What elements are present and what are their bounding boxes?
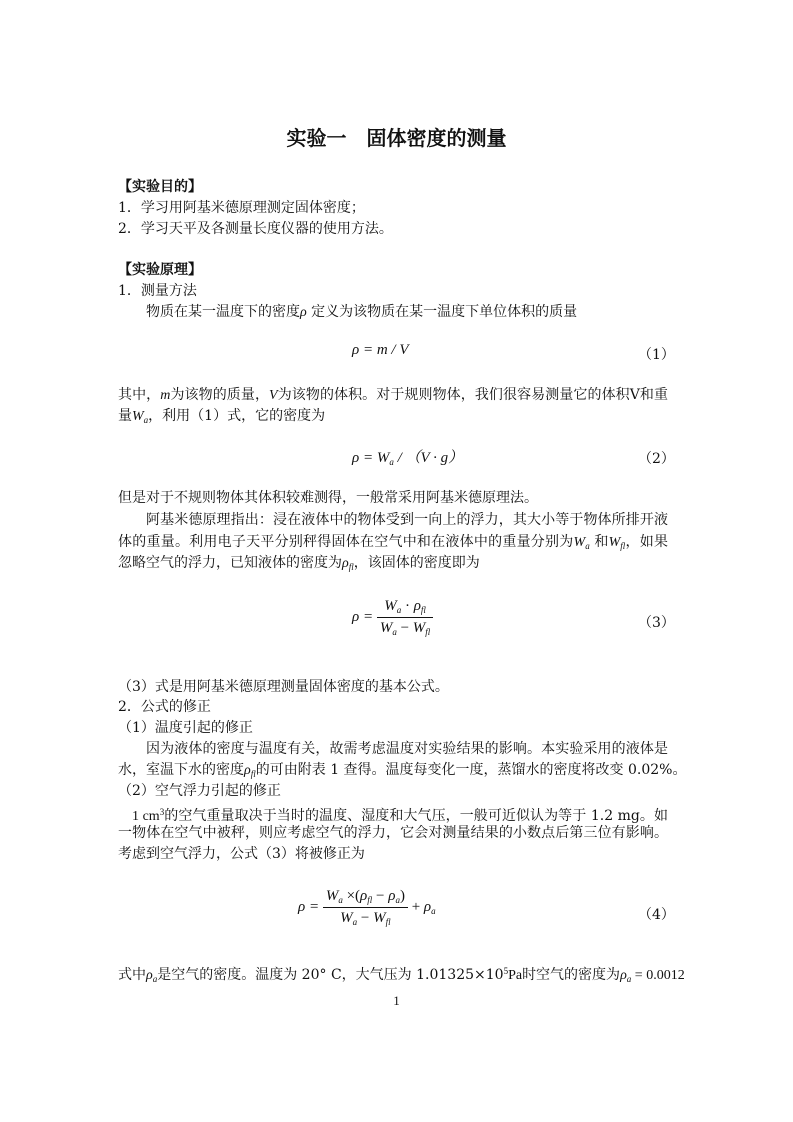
page-title: 实验一 固体密度的测量 [286,126,507,150]
equation-1: ρ = m / V [352,342,409,358]
paragraph-line: 1 $cm^3$的空气重量取决于当时的温度、湿度和大气压，一般可近似认为等于 1.2 mg。如 [132,807,669,824]
equation-number: （3） [638,615,675,631]
equation-4: ρ = $\frac{W_a \times(\rho_{fl} - \rho_a)}{W_a - W_{fl}}$ + $\rho_a$ [298,888,436,927]
section-heading-purpose: 【实验目的】 [118,179,202,195]
purpose-item: 1．学习用阿基米德原理测定固体密度； [118,200,365,216]
paragraph-line: （3）式是用阿基米德原理测量固体密度的基本公式。 [118,679,449,695]
paragraph-line: 物质在某一温度下的密度ρ 定义为该物质在某一温度下单位体积的质量 [146,304,578,320]
paragraph-line: 但是对于不规则物体其体积较难测得，一般常采用阿基米德原理法。 [118,490,538,506]
paragraph-line: 一物体在空气中被秤，则应考虑空气的浮力，它会对测量结果的小数点后第三位有影响。 [118,825,668,841]
section-heading-principle: 【实验原理】 [118,262,202,278]
purpose-item: 2．学习天平及各测量长度仪器的使用方法。 [118,221,393,237]
equation-number: （4） [638,907,675,923]
page-number: 1 [393,993,400,1008]
paragraph-line: 体的重量。利用电子天平分别秤得固体在空气中和在液体中的重量分别为$W_a$ 和$W_{fl}$，如果 [118,534,669,551]
equation-number: （2） [638,451,675,467]
paragraph-line: 其中，m为该物的质量，V为该物的体积。对于规则物体，我们很容易测量它的体积V和重 [118,387,669,403]
subsection-formula-correction: 2．公式的修正 [118,699,211,715]
paragraph-line: 式中$\rho_a$是空气的密度。温度为 20° C，大气压为 $1.01325\times 10^5Pa$时空气的密度为$\rho_a = 0.0012$ [118,966,685,984]
subsection-air-buoyancy-correction: （2）空气浮力引起的修正 [118,783,281,799]
equation-3: ρ = $\frac{W_a \cdot \rho_{fl}}{W_a - W_{fl}}$ [352,598,433,637]
paragraph-line: 量$W_a$，利用（1）式，它的密度为 [118,408,326,425]
paragraph-line: 水，室温下水的密度$\rho_{fl}$的可由附表 1 查得。温度每变化一度，蒸馏水的密度将改变 0.02%。 [118,762,687,779]
subsection-measurement-method: 1．测量方法 [118,283,197,299]
equation-number: （1） [638,347,675,363]
subsection-temperature-correction: （1）温度引起的修正 [118,720,253,736]
paragraph-line: 因为液体的密度与温度有关，故需考虑温度对实验结果的影响。本实验采用的液体是 [146,741,668,757]
paragraph-line: 考虑到空气浮力，公式（3）将被修正为 [118,846,365,862]
equation-2: $\rho = W_a / (V \cdot g)$ [352,450,464,467]
paragraph-line: 阿基米德原理指出：浸在液体中的物体受到一向上的浮力，其大小等于物体所排开液 [146,512,668,528]
paragraph-line: 忽略空气的浮力，已知液体的密度为$\rho_{fl}$，该固体的密度即为 [118,555,480,572]
